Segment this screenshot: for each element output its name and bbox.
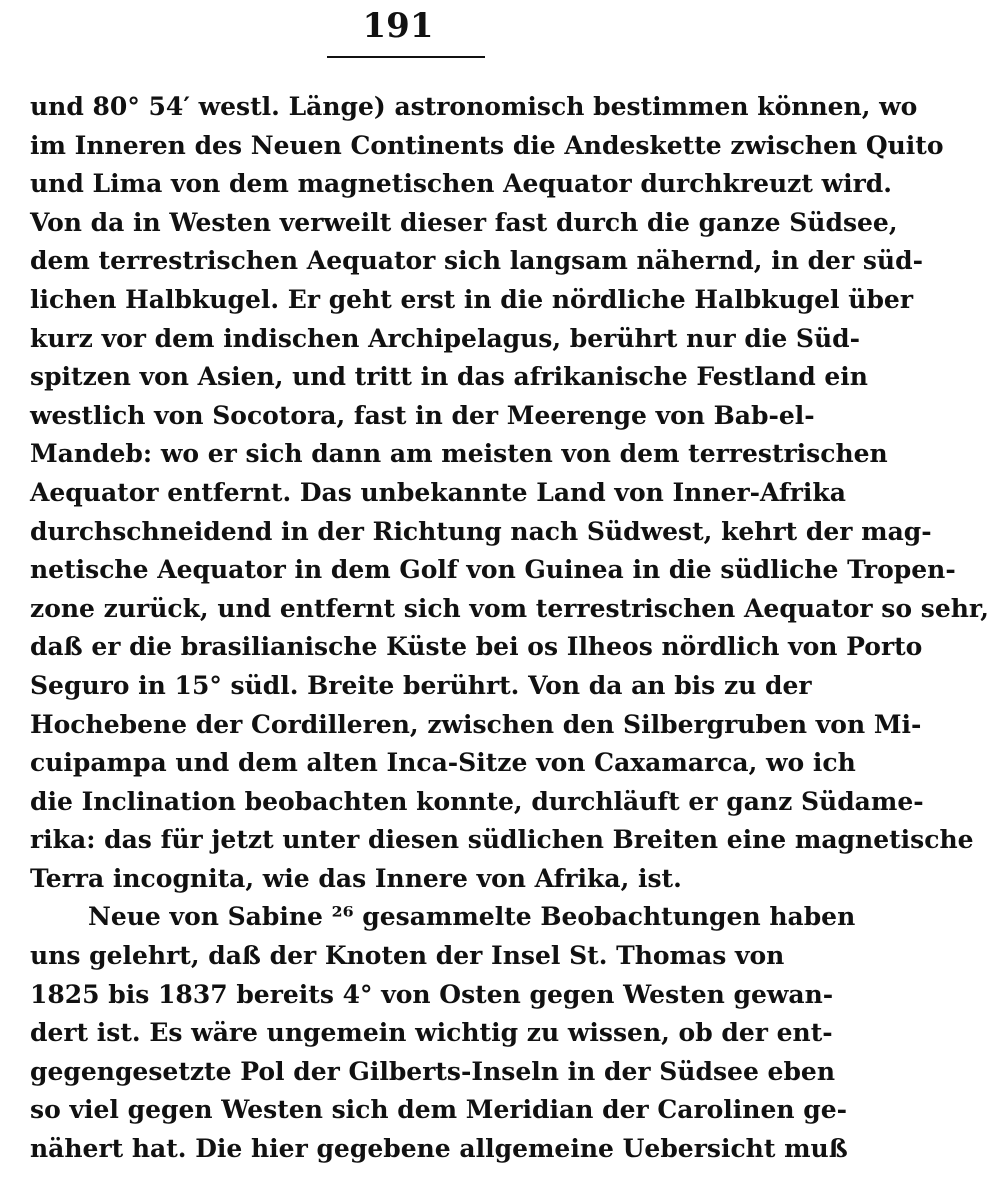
text-line: Mandeb: wo er sich dann am meisten von dem terrestrischen [30, 439, 888, 469]
text-line-paragraph-end: Terra incognita, wie das Innere von Afrika, ist. [30, 863, 682, 893]
text-line: uns gelehrt, daß der Knoten der Insel St. Thomas von [30, 941, 785, 971]
text-line: und Lima von dem magnetischen Aequator durchkreuzt wird. [30, 169, 892, 199]
text-line: spitzen von Asien, und tritt in das afrikanische Festland ein [30, 362, 868, 392]
text-line: cuipampa und dem alten Inca-Sitze von Caxamarca, wo ich [30, 748, 856, 778]
text-line: Aequator entfernt. Das unbekannte Land von Inner-Afrika [30, 477, 846, 507]
text-line: rika: das für jetzt unter diesen südlichen Breiten eine magnetische [30, 825, 974, 855]
text-line: und 80° 54′ westl. Länge) astronomisch bestimmen können, wo [30, 92, 918, 121]
text-line: dert ist. Es wäre ungemein wichtig zu wissen, ob der ent- [30, 1018, 833, 1048]
text-line: daß er die brasilianische Küste bei os Ilheos nördlich von Porto [30, 632, 923, 662]
text-line: westlich von Socotora, fast in der Meerenge von Bab-el- [30, 400, 815, 430]
text-line: lichen Halbkugel. Er geht erst in die nördliche Halbkugel über [30, 284, 913, 314]
text-line: die Inclination beobachten konnte, durchläuft er ganz Südame- [30, 786, 924, 816]
body-text [30, 88, 989, 1169]
text-line: dem terrestrischen Aequator sich langsam nähernd, in der süd- [30, 246, 923, 276]
text-line: durchschneidend in der Richtung nach Südwest, kehrt der mag- [30, 516, 932, 546]
text-line: Seguro in 15° südl. Breite berührt. Von da an bis zu der [30, 670, 812, 700]
text-line: Von da in Westen verweilt dieser fast durch die ganze Südsee, [30, 207, 898, 237]
text-line: netische Aequator in dem Golf von Guinea in die südliche Tropen- [30, 555, 956, 585]
page-number: 191 [362, 6, 434, 46]
text-line: nähert hat. Die hier gegebene allgemeine Uebersicht muß [30, 1134, 848, 1164]
text-line: Hochebene der Cordilleren, zwischen den Silbergruben von Mi- [30, 709, 922, 739]
text-line: zone zurück, und entfernt sich vom terrestrischen Aequator so sehr, [30, 593, 989, 623]
text-line: im Inneren des Neuen Continents die Andeskette zwischen Quito [30, 130, 944, 160]
text-line: kurz vor dem indischen Archipelagus, berührt nur die Süd- [30, 323, 861, 353]
text-line-paragraph-start: Neue von Sabine ²⁶ gesammelte Beobachtungen haben [88, 902, 856, 932]
text-line: gegengesetzte Pol der Gilberts-Inseln in der Südsee eben [30, 1056, 836, 1086]
text-line: 1825 bis 1837 bereits 4° von Osten gegen Westen gewan- [30, 979, 834, 1009]
header-rule [327, 56, 485, 58]
text-line: so viel gegen Westen sich dem Meridian der Carolinen ge- [30, 1095, 848, 1125]
